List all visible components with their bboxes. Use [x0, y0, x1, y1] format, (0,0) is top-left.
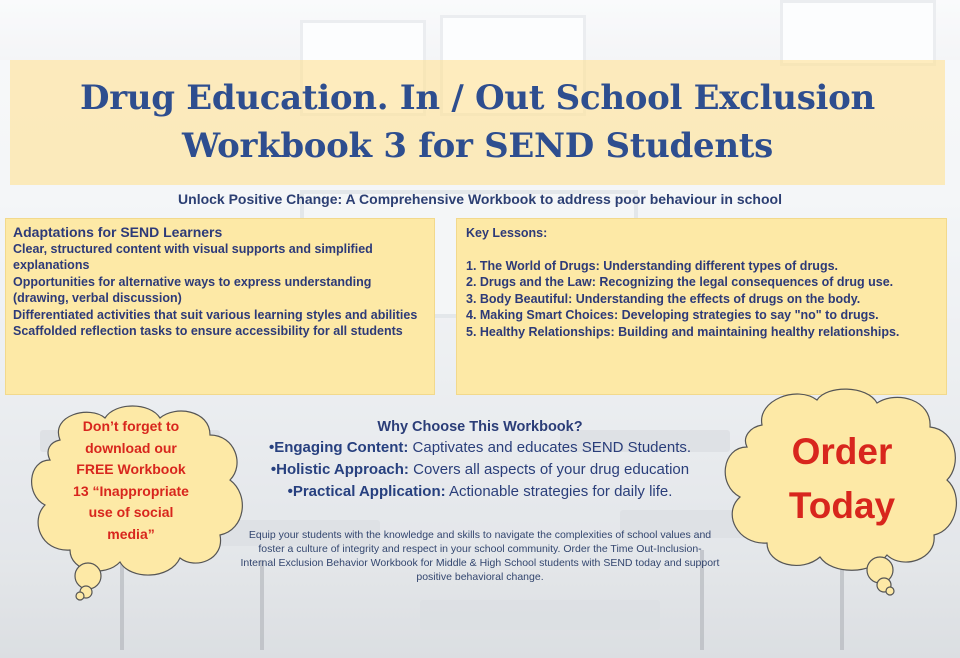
benefit-row: [235, 459, 725, 481]
lesson-item: 2. Drugs and the Law: Recognizing the legal consequences of drug use.: [466, 275, 894, 289]
adaptations-box: [5, 218, 435, 395]
cloud-line: FREE Workbook: [76, 461, 186, 477]
key-lessons-box: [456, 218, 947, 395]
cloud-line: Don’t forget to: [82, 418, 180, 434]
benefit-desc: Actionable strategies for daily life.: [445, 483, 673, 500]
free-workbook-cloud[interactable]: [20, 400, 250, 605]
title-line-1: Drug Education. In / Out School Exclusion: [80, 78, 875, 118]
benefit-row: [235, 481, 725, 503]
why-choose-title: Why Choose This Workbook?: [377, 419, 583, 435]
benefit-desc: Covers all aspects of your drug education: [408, 461, 690, 478]
page-title: [10, 74, 945, 170]
lesson-item: 4. Making Smart Choices: Developing strategies to say "no" to drugs.: [466, 308, 879, 322]
order-today-text: [742, 425, 942, 533]
free-workbook-text: [46, 416, 216, 545]
today-line: Today: [788, 485, 896, 526]
benefit-label: •Practical Application:: [287, 483, 446, 500]
adaptation-item: Differentiated activities that suit various learning styles and abilities: [13, 307, 418, 322]
cloud-line: media”: [107, 525, 155, 542]
benefit-label: •Engaging Content:: [268, 439, 409, 456]
adaptation-item: Scaffolded reflection tasks to ensure accessibility for all students: [13, 324, 403, 338]
order-line: Order: [791, 431, 893, 472]
benefit-label: •Holistic Approach:: [270, 461, 409, 478]
cloud-line: 13 “Inappropriate: [73, 482, 189, 499]
title-line-2: Workbook 3 for SEND Students: [181, 126, 774, 166]
adaptation-item: Clear, structured content with visual supports and simplified explanations: [13, 241, 373, 272]
why-choose-section: [235, 419, 725, 503]
cloud-line: use of social: [88, 504, 174, 520]
order-today-cloud[interactable]: [712, 385, 960, 595]
key-lessons-heading: Key Lessons:: [466, 226, 548, 240]
cloud-line: download our: [85, 439, 177, 456]
benefit-desc: Captivates and educates SEND Students.: [408, 439, 692, 456]
lesson-item: 5. Healthy Relationships: Building and maintaining healthy relationships.: [466, 324, 900, 339]
adaptations-heading: Adaptations for SEND Learners: [13, 224, 223, 240]
lesson-item: 1. The World of Drugs: Understanding different types of drugs.: [466, 258, 839, 273]
adaptation-item: Opportunities for alternative ways to express understanding (drawing, verbal discussion): [13, 274, 372, 305]
promo-paragraph: Equip your students with the knowledge and skills to navigate the complexities of school values and foster a culture of integrity and respect in your school community. Order the Time Out-Inclusion- Internal Exclusion Behavior Workbook for Middle & High School students with SEND today and support positive behavioral change.: [240, 529, 720, 583]
subtitle: Unlock Positive Change: A Comprehensive Workbook to address poor behaviour in school: [178, 191, 782, 207]
lesson-item: 3. Body Beautiful: Understanding the effects of drugs on the body.: [466, 291, 861, 306]
benefit-row: [235, 437, 725, 459]
